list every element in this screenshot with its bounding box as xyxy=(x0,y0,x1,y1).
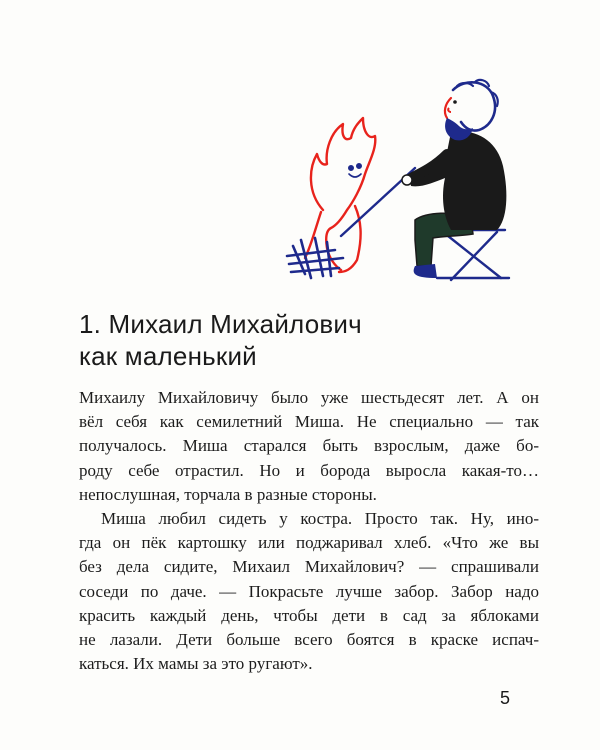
text-line: вёл себя как семилетний Миша. Не специально — так xyxy=(79,412,539,432)
chapter-title-line: как маленький xyxy=(79,341,257,371)
firewood-icon xyxy=(287,238,343,278)
man-figure xyxy=(402,80,509,280)
campfire-illustration xyxy=(265,70,535,290)
fire-icon xyxy=(305,118,375,272)
chapter-title-line: 1. Михаил Михайлович xyxy=(79,309,362,339)
text-line: получалось. Миша старался быть взрослым, даже бо- xyxy=(79,436,539,456)
text-line: Михаилу Михайловичу было уже шестьдесят лет. А он xyxy=(79,388,539,407)
text-line: роду себе отрастил. Но и борода выросла какая-то… xyxy=(79,460,539,480)
text-line: Миша любил сидеть у костра. Просто так. Ну, ино- xyxy=(101,508,539,528)
text-line: каться. Их мамы за это ругают». xyxy=(79,654,313,674)
page-number: 5 xyxy=(500,688,511,708)
text-line: не лазали. Дети больше всего боятся в краске испач- xyxy=(79,629,539,649)
text-line: красить каждый день, чтобы дети в сад за яблоками xyxy=(79,605,539,625)
text-line: без дела сидите, Михаил Михайлович? — спрашивали xyxy=(79,557,539,577)
text-line: соседи по даче. — Покрасьте лучше забор. Забор надо xyxy=(79,581,539,601)
chapter-title xyxy=(79,308,362,372)
text-line: непослушная, торчала в разные стороны. xyxy=(79,484,377,504)
body-text xyxy=(79,386,539,676)
text-line: гда он пёк картошку или поджаривал хлеб. «Что же вы xyxy=(79,533,539,553)
